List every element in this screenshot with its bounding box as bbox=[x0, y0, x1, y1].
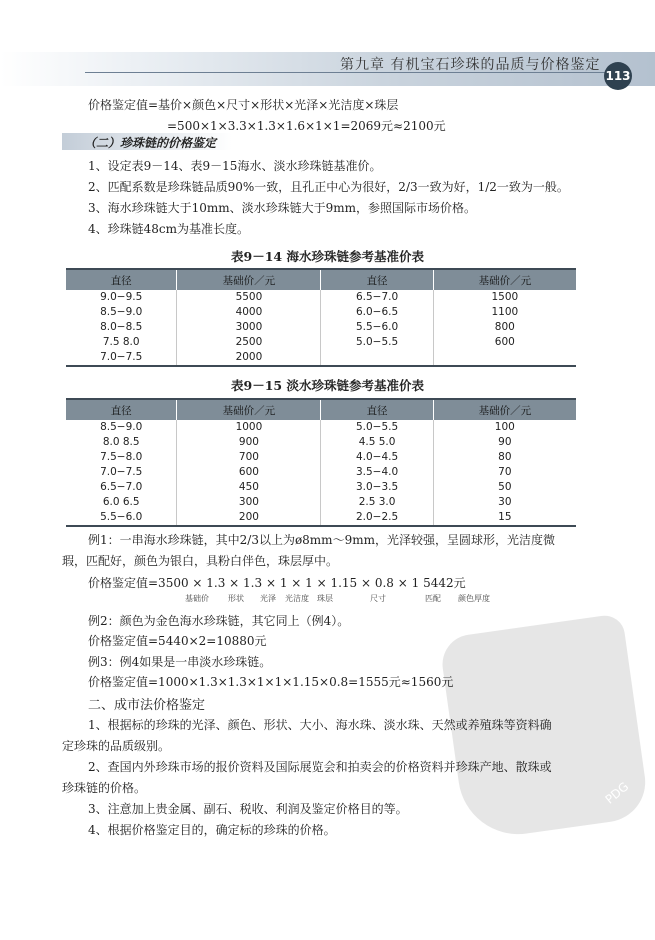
market-p1-line-1: 1、根据标的珍珠的光泽、颜色、形状、大小、海水珠、淡水珠、天然或养殖珠等资料确 bbox=[88, 718, 552, 732]
example-1-line-1: 例1：一串海水珍珠链，其中2/3以上为ø8mm～9mm，光泽较强，呈圆球形，光洁度微 bbox=[88, 533, 555, 547]
table-cell: 600 bbox=[177, 465, 321, 480]
table-cell: 1000 bbox=[177, 420, 321, 435]
table-cell: 50 bbox=[498, 481, 512, 493]
table-freshwater bbox=[66, 398, 576, 527]
table-cell: 5.0−5.5 bbox=[321, 335, 433, 350]
header-cell: 基础价／元 bbox=[433, 399, 576, 420]
example-2-calc: 价格鉴定值=5440×2=10880元 bbox=[88, 634, 267, 648]
table-cell: 2.5 3.0 bbox=[321, 495, 433, 510]
header-cell: 基础价／元 bbox=[177, 399, 321, 420]
factor-label: 颜色厚度 bbox=[458, 594, 490, 603]
table-row bbox=[66, 350, 576, 366]
section-heading-market: 二、成市法价格鉴定 bbox=[88, 698, 206, 713]
table-cell: 7.5 8.0 bbox=[66, 335, 177, 350]
market-p2-line-2: 珍珠链的价格。 bbox=[62, 781, 147, 795]
table-cell: 3.5−4.0 bbox=[321, 465, 433, 480]
table-cell: 1500 bbox=[491, 291, 519, 303]
table-cell: 9.0−9.5 bbox=[66, 290, 177, 305]
example-1-line-2: 瑕，匹配好，颜色为银白，具粉白伴色，珠层厚中。 bbox=[62, 554, 339, 568]
table-cell: 80 bbox=[498, 451, 512, 463]
table-cell: 3000 bbox=[177, 320, 321, 335]
factor-label: 匹配 bbox=[425, 594, 441, 603]
example-2-title: 例2：颜色为金色海水珍珠链，其它同上（例4）。 bbox=[88, 614, 350, 628]
table-header-row bbox=[66, 399, 576, 420]
factor-label: 光洁度 bbox=[285, 594, 309, 603]
table-cell: 6.5−7.0 bbox=[66, 480, 177, 495]
chain-item-3: 3、海水珍珠链大于10mm、淡水珍珠链大于9mm，参照国际市场价格。 bbox=[88, 201, 477, 215]
table-cell bbox=[433, 350, 576, 366]
table-cell: 2.0−2.5 bbox=[321, 510, 433, 526]
table-cell: 2500 bbox=[177, 335, 321, 350]
table-row bbox=[66, 480, 576, 495]
chain-item-2: 2、匹配系数是珍珠链品质90%一致，且孔正中心为很好，2/3一致为好，1/2一致为一般。 bbox=[88, 180, 569, 194]
chapter-title: 第九章 有机宝石珍珠的品质与价格鉴定 bbox=[340, 57, 601, 73]
table-cell: 8.0 8.5 bbox=[66, 435, 177, 450]
table-cell: 100 bbox=[494, 421, 515, 433]
table-cell: 5.5−6.0 bbox=[321, 320, 433, 335]
header-cell: 直径 bbox=[66, 269, 177, 290]
table-cell: 300 bbox=[177, 495, 321, 510]
watermark-pdg: PDG bbox=[602, 779, 632, 807]
section-heading-chain: （二）珍珠链的价格鉴定 bbox=[84, 136, 217, 150]
table-cell: 1100 bbox=[491, 306, 519, 318]
table-cell: 700 bbox=[177, 450, 321, 465]
table-freshwater-title: 表9－15 淡水珍珠链参考基准价表 bbox=[231, 378, 424, 393]
factor-label: 形状 bbox=[228, 594, 244, 603]
table-row bbox=[66, 420, 576, 435]
table-cell: 7.0−7.5 bbox=[66, 350, 177, 366]
header-cell: 基础价／元 bbox=[433, 269, 576, 290]
table-row bbox=[66, 465, 576, 480]
market-p2-line-1: 2、查国内外珍珠市场的报价资料及国际展览会和拍卖会的价格资料并珍珠产地、散珠或 bbox=[88, 760, 552, 774]
header-cell: 直径 bbox=[321, 269, 433, 290]
table-cell: 800 bbox=[494, 321, 515, 333]
chain-item-1: 1、设定表9－14、表9－15海水、淡水珍珠链基准价。 bbox=[88, 159, 382, 173]
table-cell: 600 bbox=[494, 336, 515, 348]
example-3-calc: 价格鉴定值=1000×1.3×1.3×1×1×1.15×0.8=1555元≈1560元 bbox=[88, 675, 454, 689]
table-row bbox=[66, 335, 576, 350]
table-row bbox=[66, 320, 576, 335]
table-row bbox=[66, 435, 576, 450]
chain-item-4: 4、珍珠链48cm为基准长度。 bbox=[88, 222, 250, 236]
table-row bbox=[66, 450, 576, 465]
table-cell: 8.0−8.5 bbox=[66, 320, 177, 335]
table-cell: 7.0−7.5 bbox=[66, 465, 177, 480]
table-cell: 200 bbox=[177, 510, 321, 526]
table-cell: 5.5−6.0 bbox=[66, 510, 177, 526]
table-cell: 90 bbox=[498, 436, 512, 448]
table-cell: 6.0 6.5 bbox=[66, 495, 177, 510]
table-cell bbox=[321, 350, 433, 366]
market-p3: 3、注意加上贵金属、副石、税收、利润及鉴定价格目的等。 bbox=[88, 802, 408, 816]
table-cell: 8.5−9.0 bbox=[66, 305, 177, 320]
market-p1-line-2: 定珍珠的品质级别。 bbox=[62, 739, 171, 753]
header-cell: 直径 bbox=[66, 399, 177, 420]
table-seawater-title: 表9－14 海水珍珠链参考基准价表 bbox=[231, 249, 424, 264]
table-cell: 7.5−8.0 bbox=[66, 450, 177, 465]
table-cell: 6.5−7.0 bbox=[321, 290, 433, 305]
table-cell: 15 bbox=[433, 510, 576, 526]
table-row bbox=[66, 510, 576, 526]
table-cell: 8.5−9.0 bbox=[66, 420, 177, 435]
factor-label: 珠层 bbox=[317, 594, 333, 603]
factor-label: 尺寸 bbox=[370, 594, 386, 603]
table-cell: 5.0−5.5 bbox=[321, 420, 433, 435]
table-cell: 450 bbox=[177, 480, 321, 495]
header-cell: 直径 bbox=[321, 399, 433, 420]
example-1-calc: 价格鉴定值=3500 × 1.3 × 1.3 × 1 × 1 × 1.15 × 0.8 × 1 5442元 bbox=[88, 576, 466, 590]
table-cell: 5500 bbox=[177, 290, 321, 305]
table-seawater bbox=[66, 268, 576, 367]
table-cell: 4000 bbox=[177, 305, 321, 320]
table-header-row bbox=[66, 269, 576, 290]
table-row bbox=[66, 495, 576, 510]
example-3-title: 例3：例4如果是一串淡水珍珠链。 bbox=[88, 655, 272, 669]
table-cell: 70 bbox=[498, 466, 512, 478]
market-p4: 4、根据价格鉴定目的，确定标的珍珠的价格。 bbox=[88, 823, 336, 837]
table-cell: 4.5 5.0 bbox=[321, 435, 433, 450]
table-cell: 3.0−3.5 bbox=[321, 480, 433, 495]
table-cell: 2000 bbox=[177, 350, 321, 366]
table-cell: 30 bbox=[498, 496, 512, 508]
table-cell: 6.0−6.5 bbox=[321, 305, 433, 320]
table-cell: 4.0−4.5 bbox=[321, 450, 433, 465]
formula-line-2: =500×1×3.3×1.3×1.6×1×1=2069元≈2100元 bbox=[167, 119, 446, 133]
table-row bbox=[66, 305, 576, 320]
table-row bbox=[66, 290, 576, 305]
formula-line-1: 价格鉴定值=基价×颜色×尺寸×形状×光泽×光洁度×珠层 bbox=[88, 98, 399, 112]
factor-label: 光泽 bbox=[260, 594, 276, 603]
header-cell: 基础价／元 bbox=[177, 269, 321, 290]
factor-label: 基础价 bbox=[185, 594, 209, 603]
table-cell: 900 bbox=[177, 435, 321, 450]
page-number: 113 bbox=[604, 62, 632, 90]
